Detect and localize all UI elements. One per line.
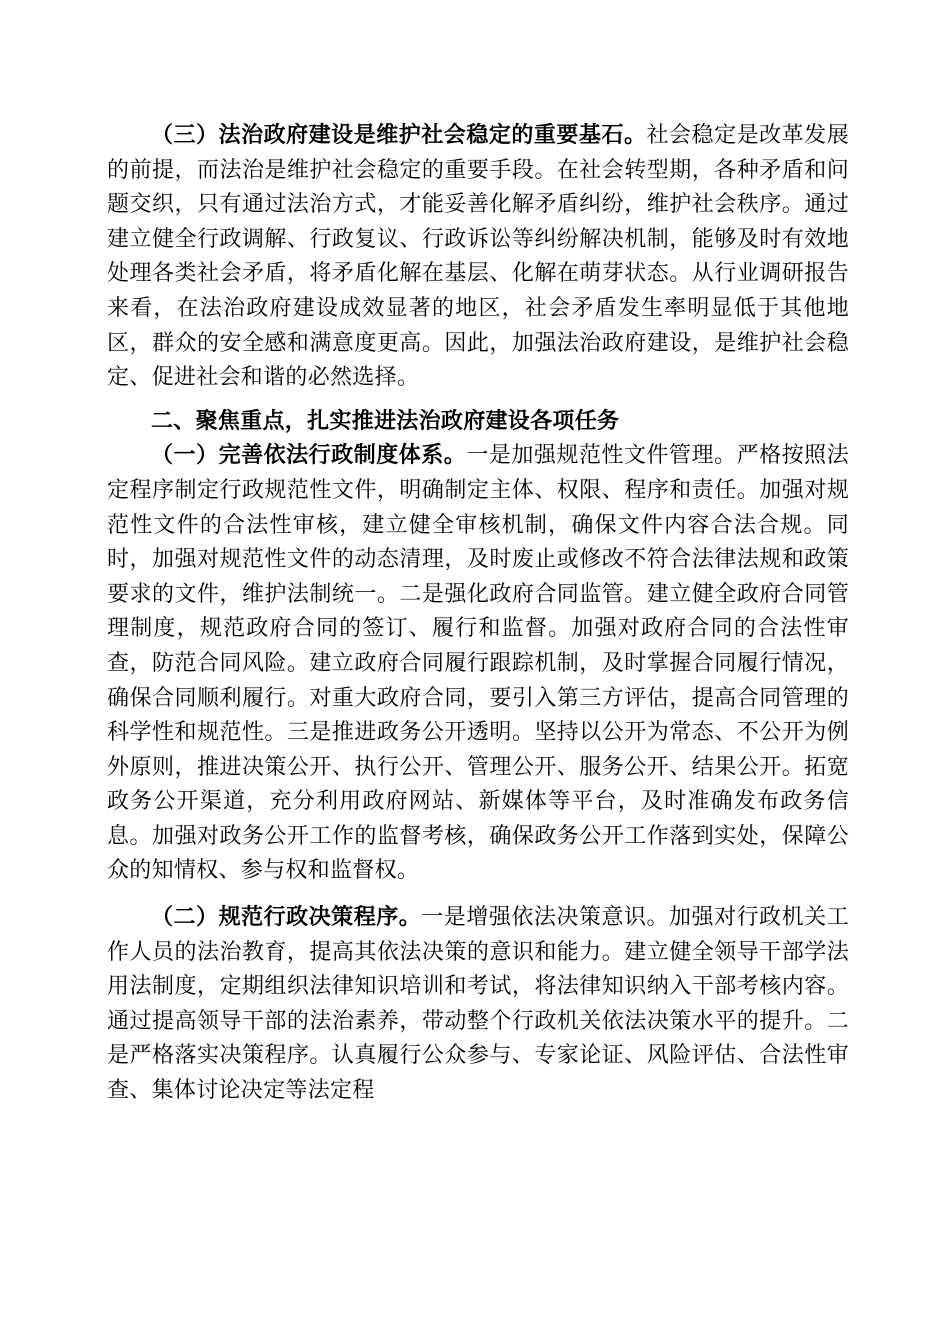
- paragraph-lead: （二）规范行政决策程序。: [151, 904, 422, 931]
- paragraph-decision-procedure: [107, 900, 849, 1109]
- paragraph-social-stability: [107, 118, 849, 396]
- paragraph-body: 一是增强依法决策意识。加强对行政机关工作人员的法治教育，提高其依法决策的意识和能力。建立健全领导干部学法用法制度，定期组织法律知识培训和考试，将法律知识纳入干部考核内容。通过提高领导干部的法治素养，带动整个行政机关依法决策水平的提升。二是严格落实决策程序。认真履行公众参与、专家论证、风险评估、合法性审查、集体讨论决定等法定程: [107, 905, 849, 1104]
- paragraph-lead: （三）法治政府建设是维护社会稳定的重要基石。: [151, 122, 647, 148]
- document-page: [107, 118, 849, 1109]
- paragraph-body: 社会稳定是改革发展的前提，而法治是维护社会稳定的重要手段。在社会转型期，各种矛盾和问题交织，只有通过法治方式，才能妥善化解矛盾纠纷，维护社会秩序。通过建立健全行政调解、行政复议、行政诉讼等纠纷解决机制，能够及时有效地处理各类社会矛盾，将矛盾化解在基层、化解在萌芽状态。从行业调研报告来看，在法治政府建设成效显著的地区，社会矛盾发生率明显低于其他地区，群众的安全感和满意度更高。因此，加强法治政府建设，是维护社会稳定、促进社会和谐的必然选择。: [107, 123, 849, 391]
- paragraph-lead: （一）完善依法行政制度体系。: [151, 442, 467, 469]
- section-heading: 二、聚焦重点，扎实推进法治政府建设各项任务: [151, 407, 620, 434]
- paragraph-legal-system: [107, 438, 849, 889]
- paragraph-body: 一是加强规范性文件管理。严格按照法定程序制定行政规范性文件，明确制定主体、权限、程序和责任。加强对规范性文件的合法性审核，建立健全审核机制，确保文件内容合法合规。同时，加强对规范性文件的动态清理，及时废止或修改不符合法律法规和政策要求的文件，维护法制统一。二是强化政府合同监管。建立健全政府合同管理制度，规范政府合同的签订、履行和监督。加强对政府合同的合法性审查，防范合同风险。建立政府合同履行跟踪机制，及时掌握合同履行情况，确保合同顺利履行。对重大政府合同，要引入第三方评估，提高合同管理的科学性和规范性。三是推进政务公开透明。坚持以公开为常态、不公开为例外原则，推进决策公开、执行公开、管理公开、服务公开、结果公开。拓宽政务公开渠道，充分利用政府网站、新媒体等平台，及时准确发布政务信息。加强对政务公开工作的监督考核，确保政务公开工作落到实处，保障公众的知情权、参与权和监督权。: [107, 443, 849, 884]
